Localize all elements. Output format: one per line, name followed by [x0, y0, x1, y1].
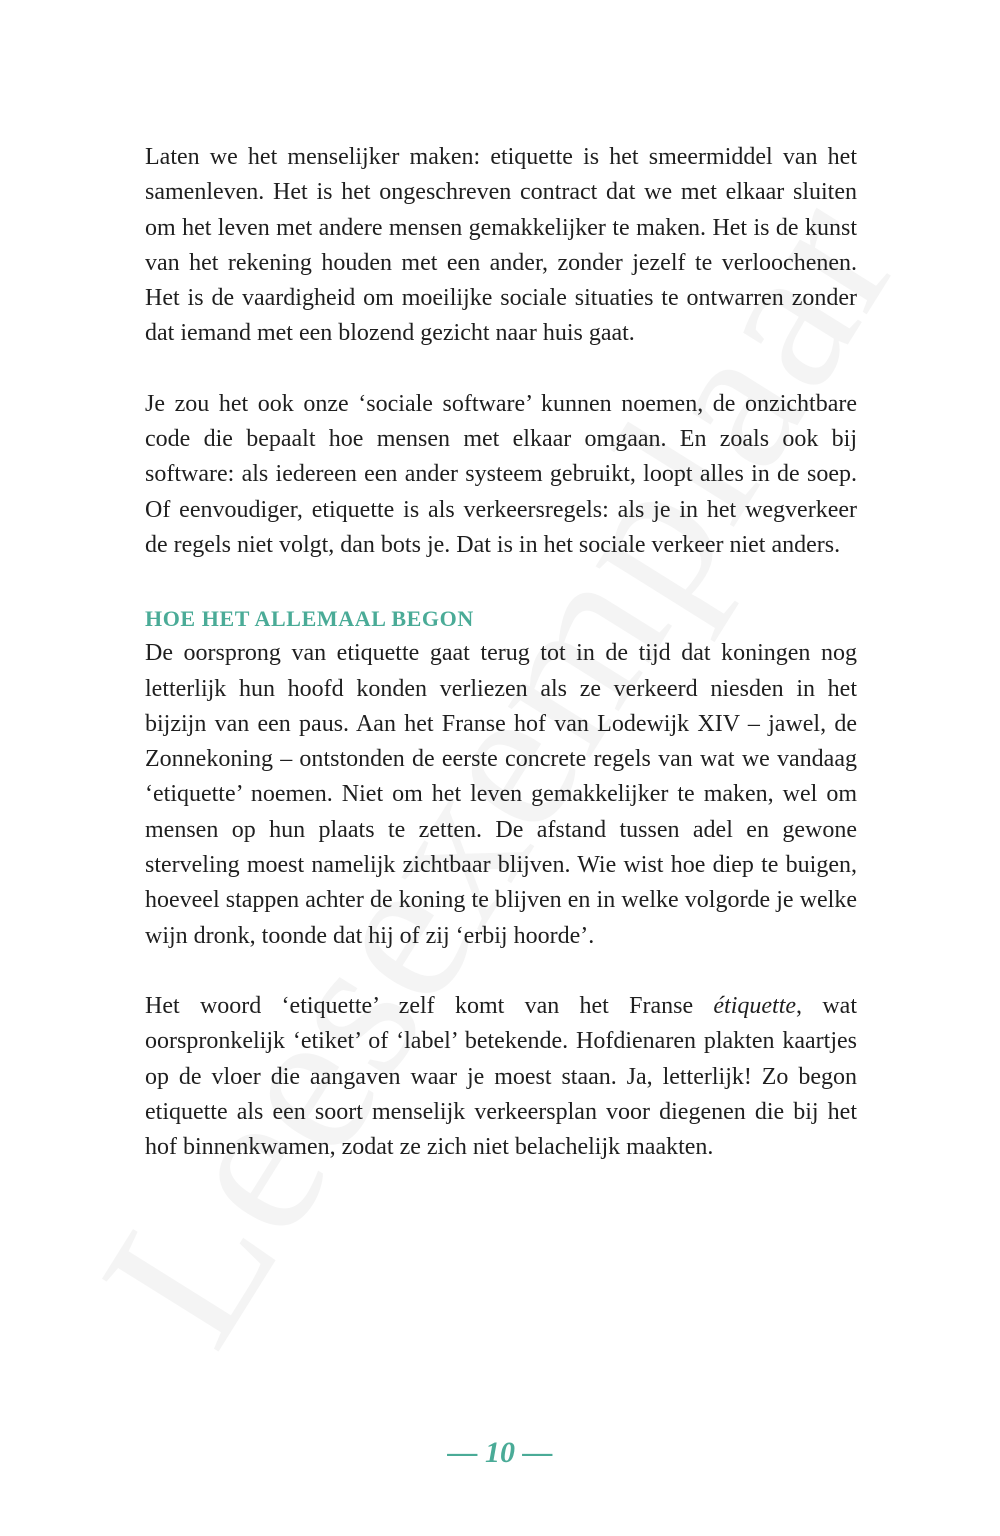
page-number: — 10 — — [447, 1436, 553, 1469]
paragraph-sociale-software: Je zou het ook onze ‘sociale software’ kunnen noemen, de onzichtbare code die bepaalt hoe mensen met elkaar omgaan. En zoals ook bij software: als iedereen een ander systeem gebruikt, loopt alles in de soep. Of eenvoudiger, etiquette is als verkeersregels: als je in het wegverkeer de regels niet volgt, dan bots je. Dat is in het sociale verkeer niet anders. — [145, 390, 857, 558]
paragraph-oorsprong: De oorsprong van etiquette gaat terug tot in de tijd dat koningen nog letterlijk hun hoofd konden verliezen als ze verkeerd niesden in het bijzijn van een paus. Aan het Franse hof van Lodewijk XIV – jawel, de Zonnekoning – ontstonden de eerste concrete regels van wat we vandaag ‘etiquette’ noemen. Niet om het leven gemakkelijker te maken, wel om mensen op hun plaats te zetten. De afstand tussen adel en gewone sterveling moest namelijk zichtbaar blijven. Wie wist hoe diep te buigen, hoeveel stappen achter de koning te blijven en in welke volgorde je welke wijn dronk, toonde dat hij of zij ‘erbij hoorde’. — [145, 640, 857, 949]
page-body — [145, 140, 857, 1165]
paragraph-smeermiddel: Laten we het menselijker maken: etiquette is het smeermiddel van het samenleven. Het is het ongeschreven contract dat we met elkaar sluiten om het leven met andere mensen gemakkelijker te maken. Het is de kunst van het rekening houden met een ander, zonder jezelf te verloochenen. Het is de vaardigheid om moeilijke sociale situaties te ontwarren zonder dat iemand met een blozend gezicht naar huis gaat. — [145, 144, 857, 347]
italic-term: étiquette — [713, 992, 797, 1019]
section-heading: HOE HET ALLEMAAL BEGON — [145, 606, 474, 632]
paragraph-woord-etiquette — [145, 989, 857, 1165]
paragraph-text-end: , wat oorspronkelijk ‘etiket’ of ‘label’ betekende. Hofdienaren plakten kaartjes op de vloer die aangaven waar je moest staan. Ja, letterlijk! Zo begon etiquette als een soort menselijk verkeersplan voor diegenen die bij het hof binnenkwamen, zodat ze zich niet belachelijk maakten. — [145, 992, 857, 1161]
paragraph-text-start: Het woord ‘etiquette’ zelf komt van het Franse — [145, 992, 714, 1019]
